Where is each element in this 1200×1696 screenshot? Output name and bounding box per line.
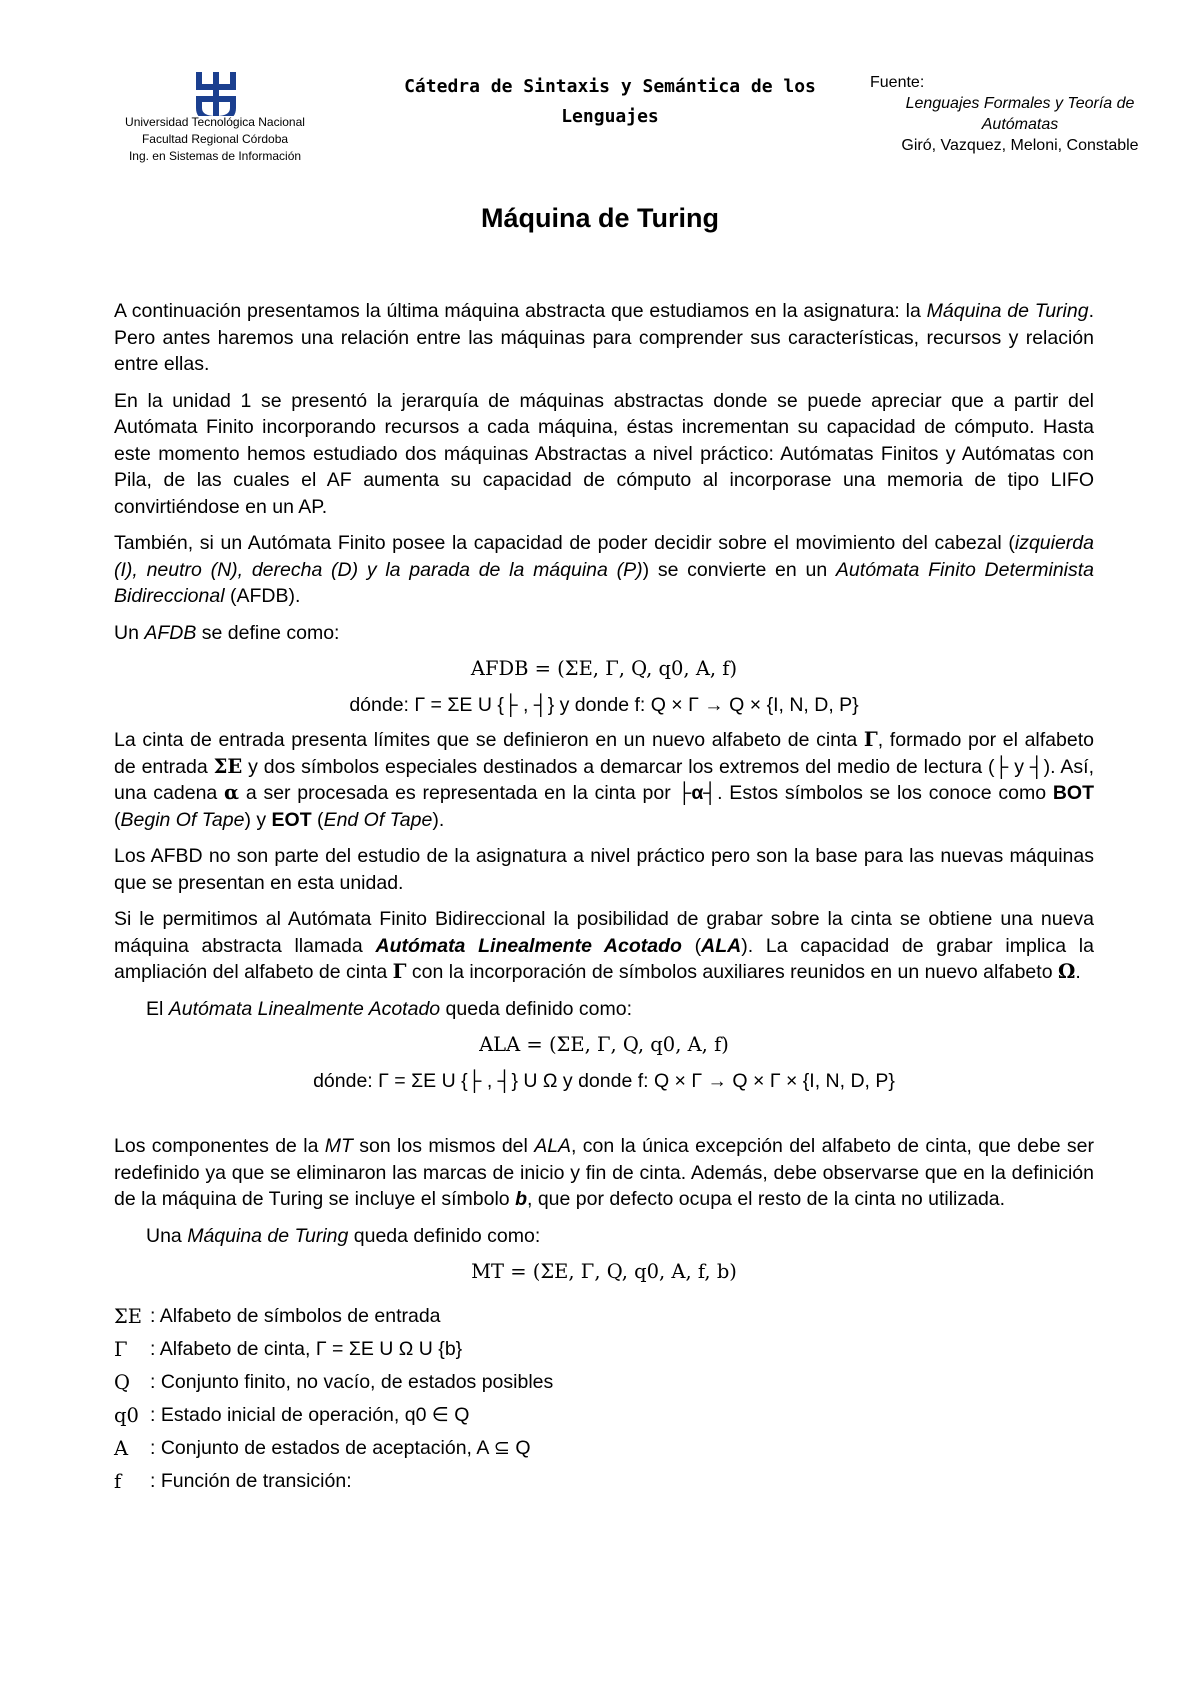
source-label: Fuente: bbox=[870, 74, 925, 91]
university-block bbox=[90, 114, 340, 165]
paragraph-ala-define: El Autómata Linealmente Acotado queda definido como: bbox=[146, 997, 633, 1020]
paragraph-mt-components: Los componentes de la MT son los mismos del ALA, con la única excepción del alfabeto de cinta, que debe ser redefinido ya que se eliminaron las marcas de inicio y fin de cinta. Además, debe observarse que en la definición de la máquina de Turing se incluye el símbolo b, que por defecto ocupa el resto de la cinta no utilizada. bbox=[114, 1135, 1094, 1210]
paragraph-afdb-define: Un AFDB se define como: bbox=[114, 621, 340, 644]
mt-definition: MT = (ΣE, Γ, Q, q0, A, f, b) bbox=[471, 1260, 737, 1283]
paragraph-intro: A continuación presentamos la última máquina abstracta que estudiamos en la asignatura: la Máquina de Turing. Pero antes haremos una relación entre las máquinas para comprender sus características, recursos y relación entre ellas. bbox=[114, 300, 1094, 375]
list-item: Q : Conjunto finito, no vacío, de estados posibles bbox=[114, 1370, 554, 1394]
list-item: q0 : Estado inicial de operación, q0 ∈ Q bbox=[114, 1403, 470, 1427]
paragraph-ala-intro: Si le permitimos al Autómata Finito Bidireccional la posibilidad de grabar sobre la cinta se obtiene una nueva máquina abstracta llamada Autómata Linealmente Acotado (ALA). La capacidad de grabar implica la ampliación del alfabeto de cinta Γ con la incorporación de símbolos auxiliares reunidos en un nuevo alfabeto Ω. bbox=[114, 908, 1094, 983]
mt-component-list bbox=[114, 1300, 1094, 1498]
list-item: A : Conjunto de estados de aceptación, A ⊆ Q bbox=[114, 1436, 531, 1460]
ala-gamma-definition: dónde: Γ = ΣE U {├ , ┤} U Ω y donde f: Q × Γ → Q × Γ × {I, N, D, P} bbox=[313, 1069, 895, 1092]
list-item: Γ : Alfabeto de cinta, Γ = ΣE U Ω U {b} bbox=[114, 1337, 463, 1361]
afdb-definition: AFDB = (ΣE, Γ, Q, q0, A, f) bbox=[470, 657, 738, 680]
list-item: ΣE : Alfabeto de símbolos de entrada bbox=[114, 1304, 441, 1328]
paragraph-mt-define: Una Máquina de Turing queda definido como: bbox=[146, 1224, 541, 1247]
document-body bbox=[114, 298, 1094, 1498]
career-name: Ing. en Sistemas de Información bbox=[128, 149, 302, 163]
afdb-gamma-definition: dónde: Γ = ΣE U {├ , ┤} y donde f: Q × Γ → Q × {I, N, D, P} bbox=[349, 693, 859, 716]
source-book: Lenguajes Formales y Teoría de Autómatas bbox=[905, 95, 1135, 133]
paragraph-hierarchy: En la unidad 1 se presentó la jerarquía de máquinas abstractas donde se puede apreciar que a partir del Autómata Finito incorporando recursos a cada máquina, éstas incrementan su capacidad de cómputo. Hasta este momento hemos estudiado dos máquinas Abstractas a nivel práctico: Autómatas Finitos y Autómatas con Pila, de las cuales el AF aumenta su capacidad de cómputo al incorporase una memoria de tipo LIFO convirtiéndose en un AP. bbox=[114, 389, 1094, 518]
source-authors: Giró, Vazquez, Meloni, Constable bbox=[901, 137, 1139, 154]
list-item: f : Función de transición: bbox=[114, 1469, 352, 1493]
utn-logo-icon bbox=[196, 72, 236, 116]
catedra-title: Cátedra de Sintaxis y Semántica de los Lenguajes bbox=[404, 76, 816, 127]
page-title: Máquina de Turing bbox=[481, 203, 719, 233]
source-block bbox=[870, 72, 1170, 156]
ala-definition: ALA = (ΣE, Γ, Q, q0, A, f) bbox=[479, 1033, 729, 1056]
university-name: Universidad Tecnológica Nacional bbox=[125, 115, 305, 129]
paragraph-afdb-intro: También, si un Autómata Finito posee la capacidad de poder decidir sobre el movimiento del cabezal (izquierda (I), neutro (N), derecha (D) y la parada de la máquina (P)) se convierte en un Autómata Finito Determinista Bidireccional (AFDB). bbox=[114, 532, 1095, 607]
paragraph-afbd-note: Los AFBD no son parte del estudio de la asignatura a nivel práctico pero son la base para las nuevas máquinas que se presentan en esta unidad. bbox=[114, 845, 1094, 894]
paragraph-tape: La cinta de entrada presenta límites que se definieron en un nuevo alfabeto de cinta Γ, formado por el alfabeto de entrada ΣE y dos símbolos especiales destinados a demarcar los extremos del medio de lectura (├ y ┤). Así, una cadena α a ser procesada es representada en la cinta por ├α┤. Estos símbolos se los conoce como BOT (Begin Of Tape) y EOT (End Of Tape). bbox=[114, 728, 1094, 831]
faculty-name: Facultad Regional Córdoba bbox=[141, 132, 289, 146]
